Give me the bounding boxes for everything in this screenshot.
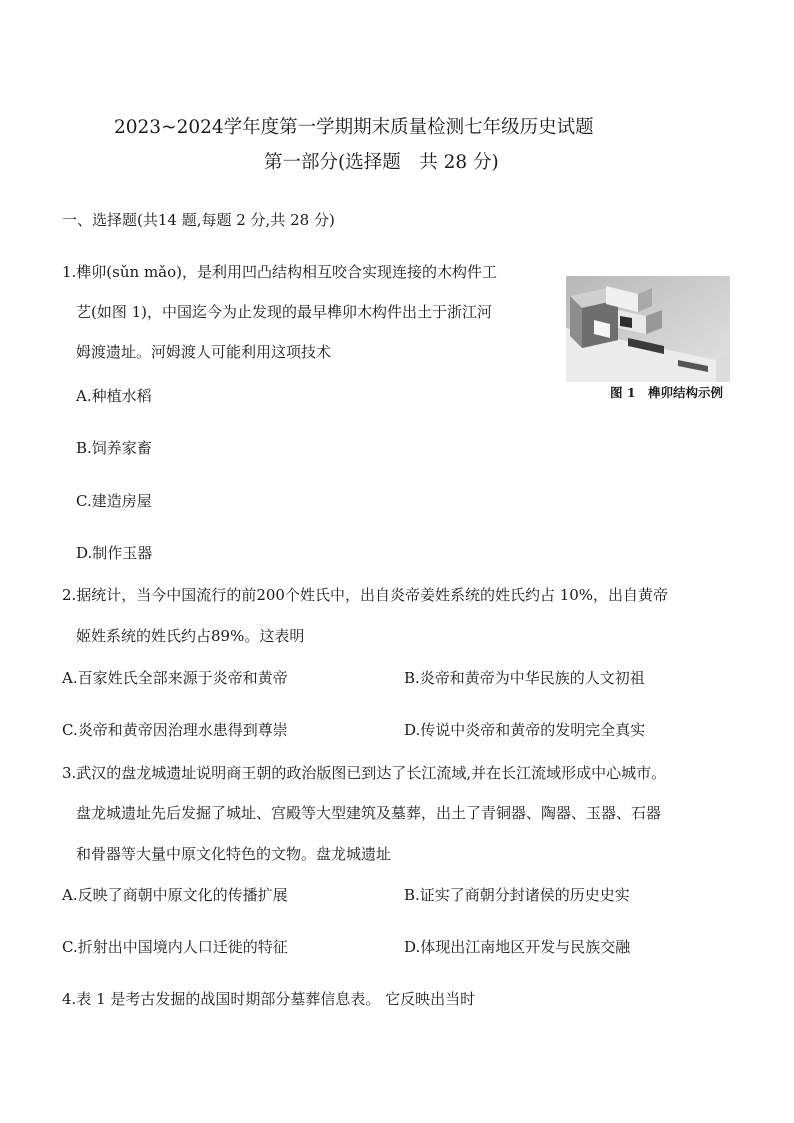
q3-option-a[interactable]: A.反映了商朝中原文化的传播扩展 xyxy=(62,886,288,904)
q3-line-3: 和骨器等大量中原文化特色的文物。盘龙城遗址 xyxy=(76,845,392,863)
q3-option-b[interactable]: B.证实了商朝分封诸侯的历史史实 xyxy=(404,886,630,904)
q3-line-1: 3.武汉的盘龙城遗址说明商王朝的政治版图已到达了长江流域,并在长江流域形成中心城市。 xyxy=(62,764,667,782)
mortise-tenon-figure xyxy=(566,276,730,384)
q2-option-c[interactable]: C.炎帝和黄帝因治理水患得到尊崇 xyxy=(62,721,288,739)
q1-option-b[interactable]: B.饲养家畜 xyxy=(76,439,152,457)
section-heading: 一、选择题(共14 题,每题 2 分,共 28 分) xyxy=(62,211,335,229)
q2-option-b[interactable]: B.炎帝和黄帝为中华民族的人文初祖 xyxy=(404,669,645,687)
q1-option-c[interactable]: C.建造房屋 xyxy=(76,492,152,510)
exam-title: 2023~2024学年度第一学期期末质量检测七年级历史试题 xyxy=(114,117,594,138)
q1-line-2: 艺(如图 1)，中国迄今为止发现的最早榫卯木构件出土于浙江河 xyxy=(76,303,493,321)
q4-line-1: 4.表 1 是考古发掘的战国时期部分墓葬信息表。 它反映出当时 xyxy=(62,990,476,1008)
q2-line-1: 2.据统计，当今中国流行的前200个姓氏中，出自炎帝姜姓系统的姓氏约占 10%，出自黄帝 xyxy=(62,586,669,604)
figure-caption: 图 1 榫卯结构示例 xyxy=(610,385,724,400)
q1-line-3: 姆渡遗址。河姆渡人可能利用这项技术 xyxy=(76,343,332,361)
mortise-tenon-photo xyxy=(566,276,730,382)
exam-subtitle: 第一部分(选择题 共 28 分) xyxy=(264,152,499,173)
q3-option-d[interactable]: D.体现出江南地区开发与民族交融 xyxy=(404,938,631,956)
q3-option-c[interactable]: C.折射出中国境内人口迁徙的特征 xyxy=(62,938,288,956)
q3-line-2: 盘龙城遗址先后发掘了城址、宫殿等大型建筑及墓葬，出土了青铜器、陶器、玉器、石器 xyxy=(76,804,662,822)
q2-line-2: 姬姓系统的姓氏约占89%。这表明 xyxy=(76,627,305,645)
q2-option-a[interactable]: A.百家姓氏全部来源于炎帝和黄帝 xyxy=(62,669,288,687)
q2-option-d[interactable]: D.传说中炎帝和黄帝的发明完全真实 xyxy=(404,721,646,739)
q1-line-1: 1.榫卯(sǔn mǎo)，是利用凹凸结构相互咬合实现连接的木构件工 xyxy=(62,263,498,281)
q1-option-d[interactable]: D.制作玉器 xyxy=(76,544,153,562)
q1-option-a[interactable]: A.种植水稻 xyxy=(76,387,152,405)
